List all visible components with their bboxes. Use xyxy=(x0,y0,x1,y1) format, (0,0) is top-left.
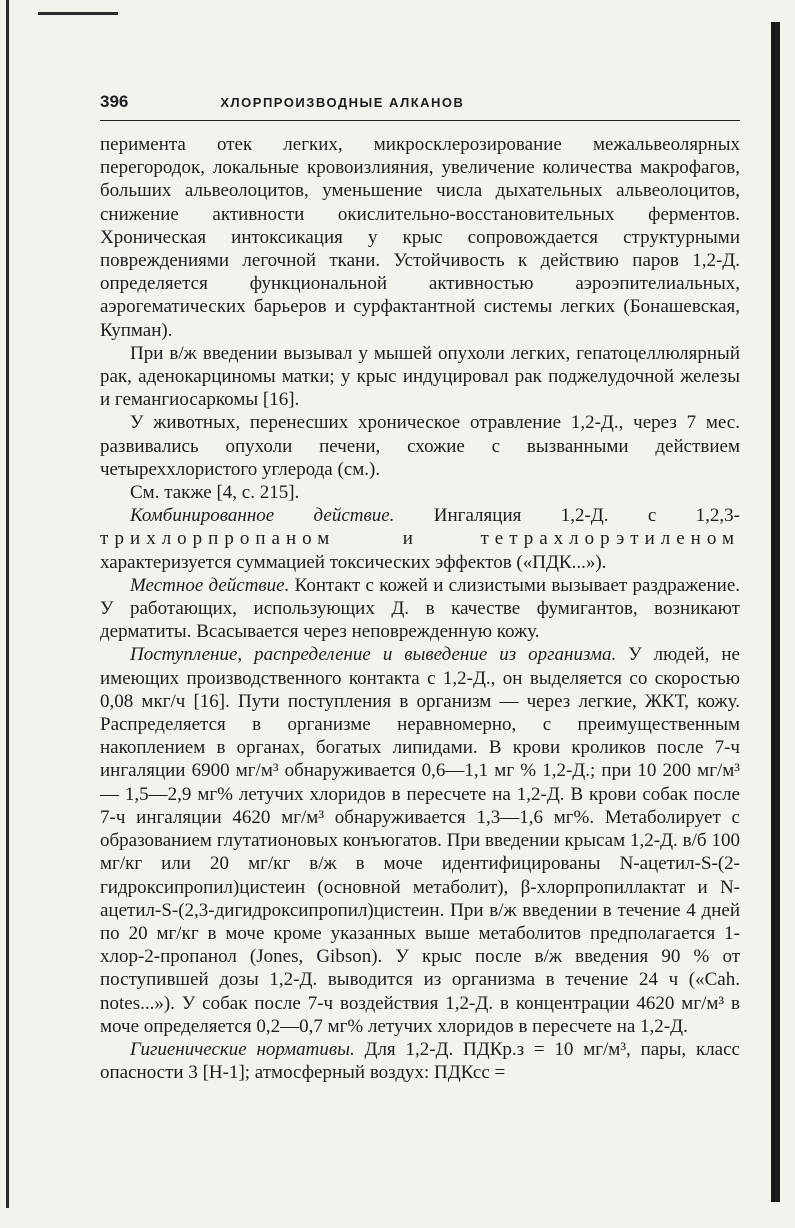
section-heading-local: Местное действие. xyxy=(130,574,290,596)
paragraph-text: Контакт с кожей и слизистыми вызывает раздражение. У работающих, использующих Д. в качестве фумигантов, возникают дерматиты. Всасывается через неповрежденную кожу. xyxy=(100,574,741,643)
paragraph: См. также [4, с. 215]. xyxy=(130,482,300,504)
paragraph: При в/ж введении вызывал у мышей опухоли легких, гепатоцеллюлярный рак, аденокарциномы матки; у крыс индуцировал рак поджелудочной железы и гемангиосаркомы [16]. xyxy=(100,342,740,411)
page-body xyxy=(100,133,740,1084)
spaced-term: трихлорпропаном xyxy=(100,528,336,550)
paragraph-local-action xyxy=(100,574,740,644)
book-page xyxy=(100,92,740,1084)
paragraph-hygienic xyxy=(100,1038,740,1084)
paragraph-combined-action xyxy=(100,504,740,574)
scan-edge-rule xyxy=(6,0,9,1208)
paragraph: перимента отек легких, микросклерозирование межальвеолярных перегородок, локальные кровоизлияния, увеличение количества макрофагов, больших альвеолоцитов, уменьшение числа дыхательных альвеолоцитов, снижение активности окислительно-восстановительных ферментов. Хроническая интоксикация у крыс сопровождается структурными повреждениями легочной ткани. Устойчивость к действию паров 1,2-Д. определяется функциональной активностью аэроэпителиальных, аэрогематических барьеров и сурфактантной системы легких (Бонашевская, Купман). xyxy=(100,134,740,341)
paragraph-text: и xyxy=(335,528,481,550)
paragraph-text: Для 1,2-Д. ПДКр.з = 10 мг/м³, пары, класс опасности 3 [Н-1]; атмосферный воздух: ПДКсс = xyxy=(100,1038,740,1084)
scan-right-bar xyxy=(771,22,780,1202)
section-heading-combined: Комбинированное действие. xyxy=(130,505,395,527)
page-number: 396 xyxy=(100,92,129,111)
page-header xyxy=(100,92,740,121)
paragraph: У животных, перенесших хроническое отравление 1,2-Д., через 7 мес. развивались опухоли печени, схожие с вызванными действием четыреххлористого углерода (см.). xyxy=(100,412,740,480)
paragraph-text: характеризуется суммацией токсических эффектов («ПДК...»). xyxy=(100,551,607,573)
section-heading-hygienic: Гигиенические нормативы. xyxy=(130,1038,355,1060)
spaced-term: тетрахлорэтиленом xyxy=(480,528,740,550)
section-heading-intake: Поступление, распределение и выведение из организма. xyxy=(130,644,617,666)
paragraph-intake xyxy=(100,643,740,1037)
paragraph-text: У людей, не имеющих производственного контакта с 1,2-Д., он выделяется со скоростью 0,08 мкг/ч [16]. Пути поступления в организм — через легкие, ЖКТ, кожу. Распределяется в организме неравномерно, с преимущественным накоплением в органах, богатых липидами. В крови кроликов после 7-ч ингаляции 6900 мг/м³ обнаруживается 0,6—1,1 мг % 1,2-Д.; при 10 200 мг/м³ — 1,5—2,9 мг% летучих хлоридов в пересчете на 1,2-Д. В крови собак после 7-ч ингаляции 4620 мг/м³ обнаруживается 1,3—1,6 мг%. Метаболирует с образованием глутатионовых конъюгатов. При введении крысам 1,2-Д. в/б 100 мг/кг или 20 мг/кг в/ж в моче идентифицированы N-ацетил-S-(2-гидроксипропил)цистеин (основной метаболит), β-хлорпропиллактат и N-ацетил-S-(2,3-дигидроксипропил)цистеин. При в/ж введении в течение 4 дней по 20 мг/кг в моче кроме указанных выше метаболитов предполагается 1-хлор-2-пропанол (Jones, Gibson). У крыс после в/ж введения 90 % от поступившей дозы 1,2-Д. выводится из организма в течение 24 ч («Cah. notes...»). У собак после 7-ч воздействия 1,2-Д. в концентрации 4620 мг/м³ в моче определяется 0,2—0,7 мг% летучих хлоридов в пересчете на 1,2-Д. xyxy=(100,644,740,1037)
running-title: ХЛОРПРОИЗВОДНЫЕ АЛКАНОВ xyxy=(220,95,465,110)
scan-top-mark xyxy=(38,12,118,15)
paragraph-text: Ингаляция 1,2-Д. с 1,2,3- xyxy=(394,505,740,527)
